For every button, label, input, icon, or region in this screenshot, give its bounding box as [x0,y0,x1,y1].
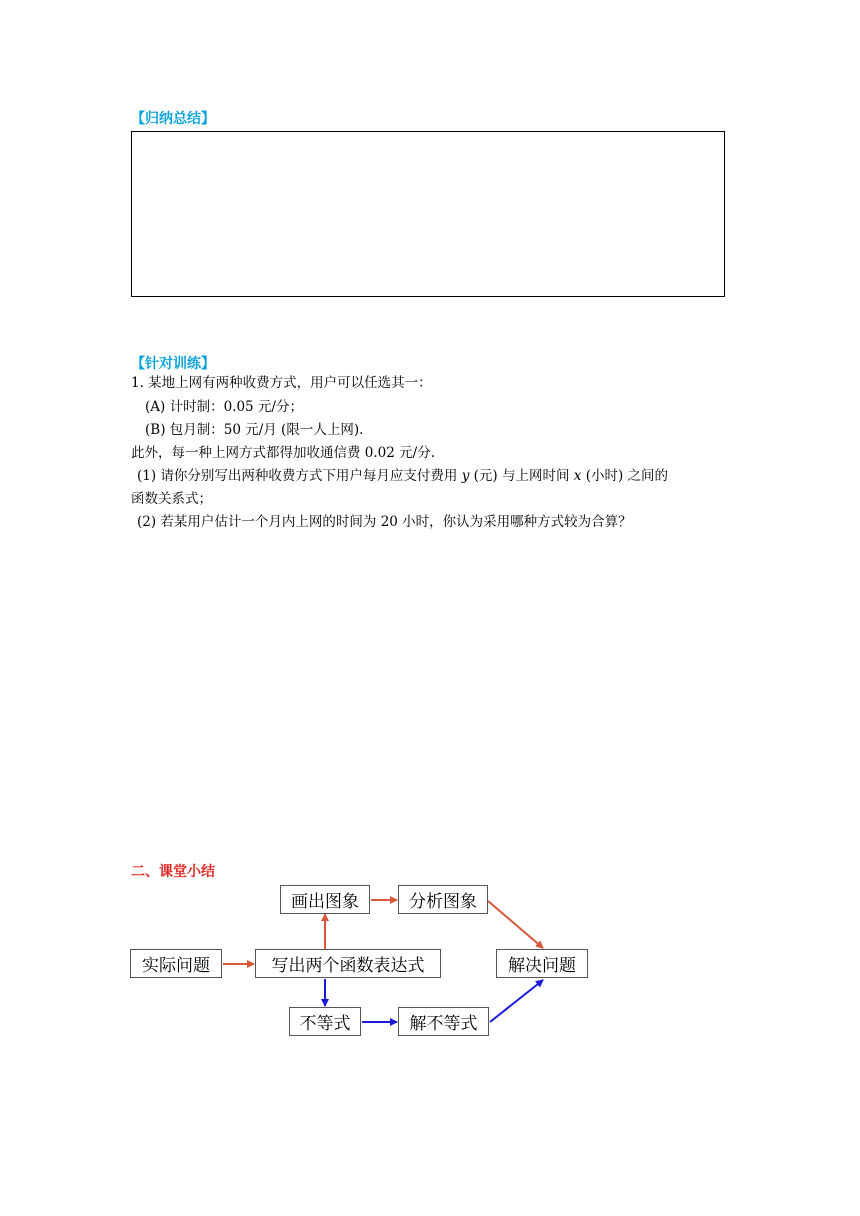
flow-box-draw-graph: 画出图象 [280,885,370,914]
flow-box-solve-problem: 解决问题 [496,949,588,978]
question-1-part1: (1) 请你分别写出两种收费方式下用户每月应支付费用 [137,468,462,484]
problem-intro: 1. 某地上网有两种收费方式，用户可以任选其一： [131,375,432,391]
var-y: y [461,468,470,484]
extra-fee: 此外，每一种上网方式都得加收通信费 0.02 元/分. [131,445,435,461]
question-1-part3: (小时) 之间的 [581,468,669,484]
conclusion-heading: 二、课堂小结 [131,864,215,880]
summary-heading: 【归纳总结】 [131,111,215,127]
practice-heading: 【针对训练】 [131,356,215,372]
flow-box-actual-problem: 实际问题 [130,949,222,978]
arrow-solve-inequality-to-solve [490,980,543,1022]
option-a: (A) 计时制：0.05 元/分； [145,399,303,415]
flow-box-analyze-graph: 分析图象 [398,885,488,914]
question-1-part2: (元) 与上网时间 [469,468,574,484]
arrow-analyze-to-solve [488,901,543,948]
option-b: (B) 包月制：50 元/月 (限一人上网). [145,422,364,438]
question-2: (2) 若某用户估计一个月内上网的时间为 20 小时，你认为采用哪种方式较为合算？ [137,514,632,530]
var-x: x [573,468,582,484]
flow-box-solve-inequality: 解不等式 [398,1007,489,1036]
flow-box-write-functions: 写出两个函数表达式 [255,949,441,978]
question-1-continued: 函数关系式； [131,491,212,507]
flow-box-inequality: 不等式 [289,1007,361,1036]
